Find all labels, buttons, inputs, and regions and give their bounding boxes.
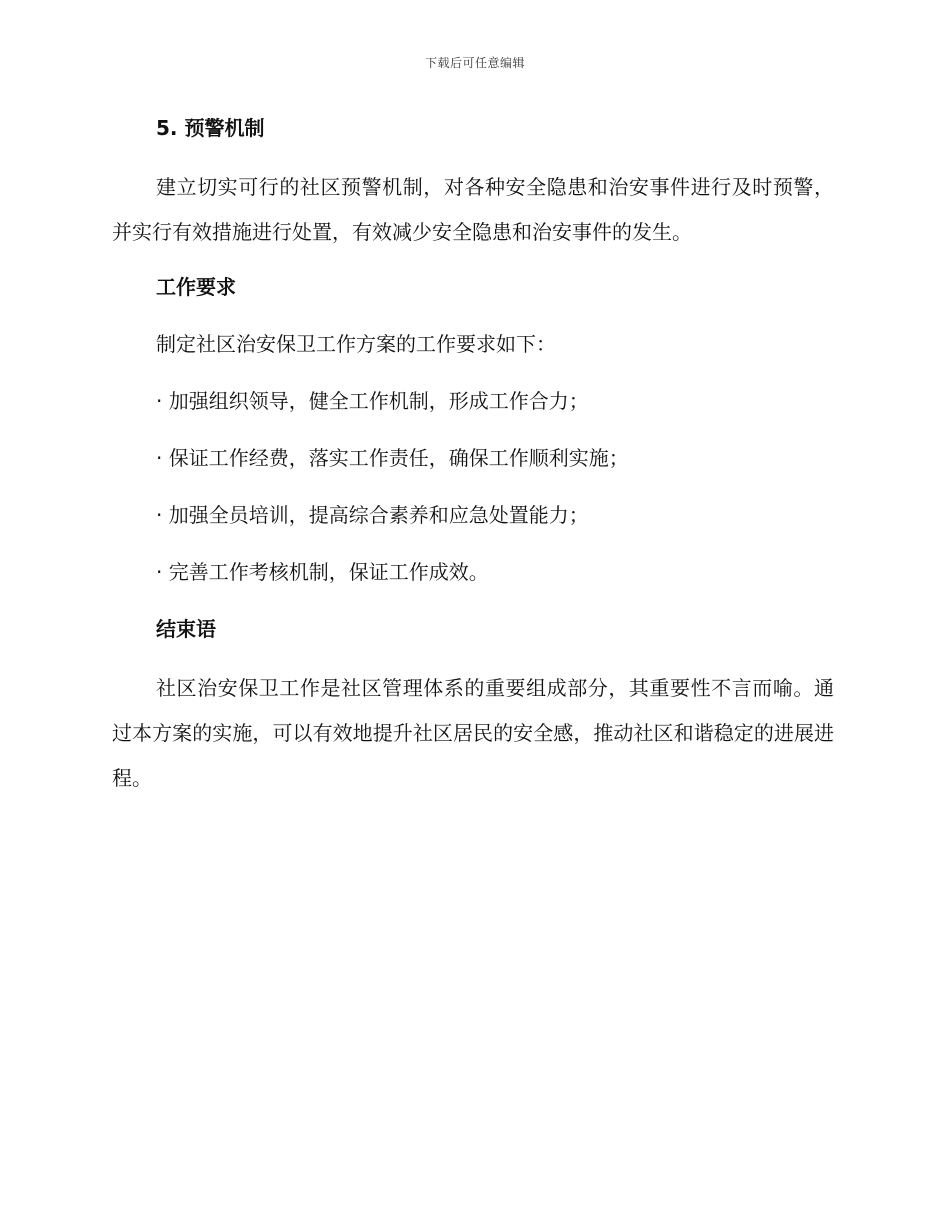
paragraph-requirements-intro: 制定社区治安保卫工作方案的工作要求如下：: [156, 332, 556, 356]
list-item: · 加强组织领导，健全工作机制，形成工作合力；: [156, 389, 589, 413]
section-heading-work-requirements: 工作要求: [156, 275, 236, 299]
section-heading-warning-mechanism: 5. 预警机制: [156, 116, 265, 140]
list-item: · 加强全员培训，提高综合素养和应急处置能力；: [156, 503, 589, 527]
page-header: 下载后可任意编辑: [424, 56, 525, 70]
section-heading-conclusion: 结束语: [156, 617, 216, 641]
list-item: · 保证工作经费，落实工作责任，确保工作顺利实施；: [156, 446, 629, 470]
document-body: [112, 108, 834, 801]
paragraph-warning-mechanism: 建立切实可行的社区预警机制，对各种安全隐患和治安事件进行及时预警，并实行有效措施进行处置，有效减少安全隐患和治安事件的发生。: [112, 175, 834, 244]
paragraph-conclusion: 社区治安保卫工作是社区管理体系的重要组成部分，其重要性不言而喻。通过本方案的实施，可以有效地提升社区居民的安全感，推动社区和谐稳定的进展进程。: [112, 676, 834, 790]
list-item: · 完善工作考核机制，保证工作成效。: [156, 560, 489, 584]
